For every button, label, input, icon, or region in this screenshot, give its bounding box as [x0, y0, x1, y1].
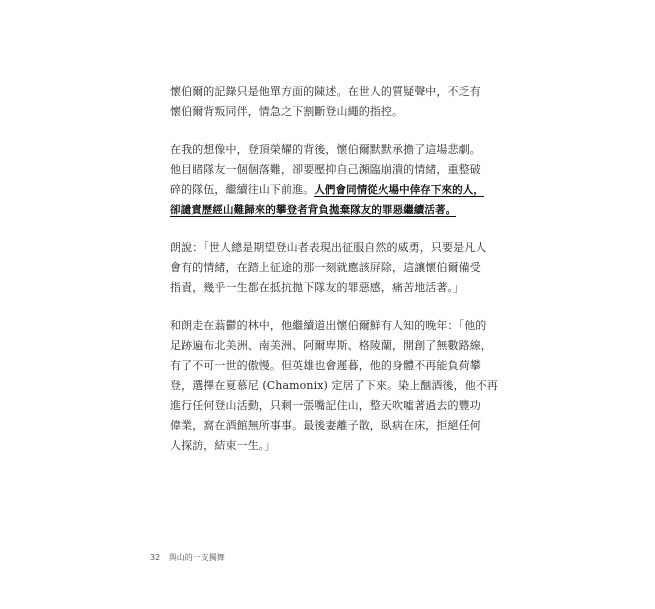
paragraph-2 — [170, 140, 484, 220]
text-line: 他目睹隊友一個個落難，卻要壓抑自己瀕臨崩潰的情緒，重整破 — [170, 163, 481, 176]
paragraph-4 — [170, 316, 498, 456]
running-title: 與山的一支獨舞 — [168, 553, 225, 562]
page-footer — [150, 552, 231, 563]
text-line-with-highlight — [170, 180, 484, 200]
highlighted-quote: 人們會同情從火場中倖存下來的人， — [314, 184, 484, 196]
text-line: 登，選擇在夏慕尼 (Chamonix) 定居了下來。染上酗酒後，他不再 — [170, 379, 498, 392]
text-line: 指責，幾乎一生都在抵抗拋下隊友的罪惡感，痛苦地活著。」 — [170, 281, 465, 294]
text-line: 足跡遍布北美洲、南美洲、阿爾卑斯、格陵蘭，開創了無數路線， — [170, 339, 492, 352]
text-line: 懷伯爾背叛同伴，情急之下割斷登山繩的指控。 — [170, 105, 404, 118]
paragraph-3 — [170, 238, 487, 298]
text-segment: 碎的隊伍，繼續往山下前進。 — [170, 183, 315, 196]
text-line: 有了不可一世的傲慢。但英雄也會遲暮，他的身體不再能負荷攀 — [170, 359, 481, 372]
text-line: 人探訪，結束一生。」 — [170, 439, 276, 452]
text-line: 懷伯爾的記錄只是他單方面的陳述。在世人的質疑聲中，不乏有 — [170, 85, 481, 98]
highlighted-quote: 卻譴責歷經山難歸來的攀登者背負拋棄隊友的罪惡繼續活著。 — [170, 204, 457, 216]
paragraph-1 — [170, 82, 480, 122]
text-line: 在我的想像中，登頂榮耀的背後，懷伯爾默默承擔了這場悲劇。 — [170, 143, 481, 156]
text-line: 偉業，窩在酒館無所事事。最後妻離子散，臥病在床，拒絕任何 — [170, 419, 481, 432]
text-line: 朗說：「世人總是期望登山者表現出征服自然的威勇，只要是凡人 — [170, 241, 487, 254]
text-line: 進行任何登山活動，只剩一張嘴記住山，整天吹噓著過去的豐功 — [170, 399, 481, 412]
body-text — [170, 82, 498, 474]
text-line: 和朗走在蓊鬱的林中，他繼續道出懷伯爾鮮有人知的晚年：「他的 — [170, 319, 487, 332]
text-line: 會有的情緒，在踏上征途的那一刻就應該屏除，這讓懷伯爾備受 — [170, 261, 481, 274]
highlighted-line — [170, 200, 480, 220]
page-number: 32 — [150, 553, 161, 562]
